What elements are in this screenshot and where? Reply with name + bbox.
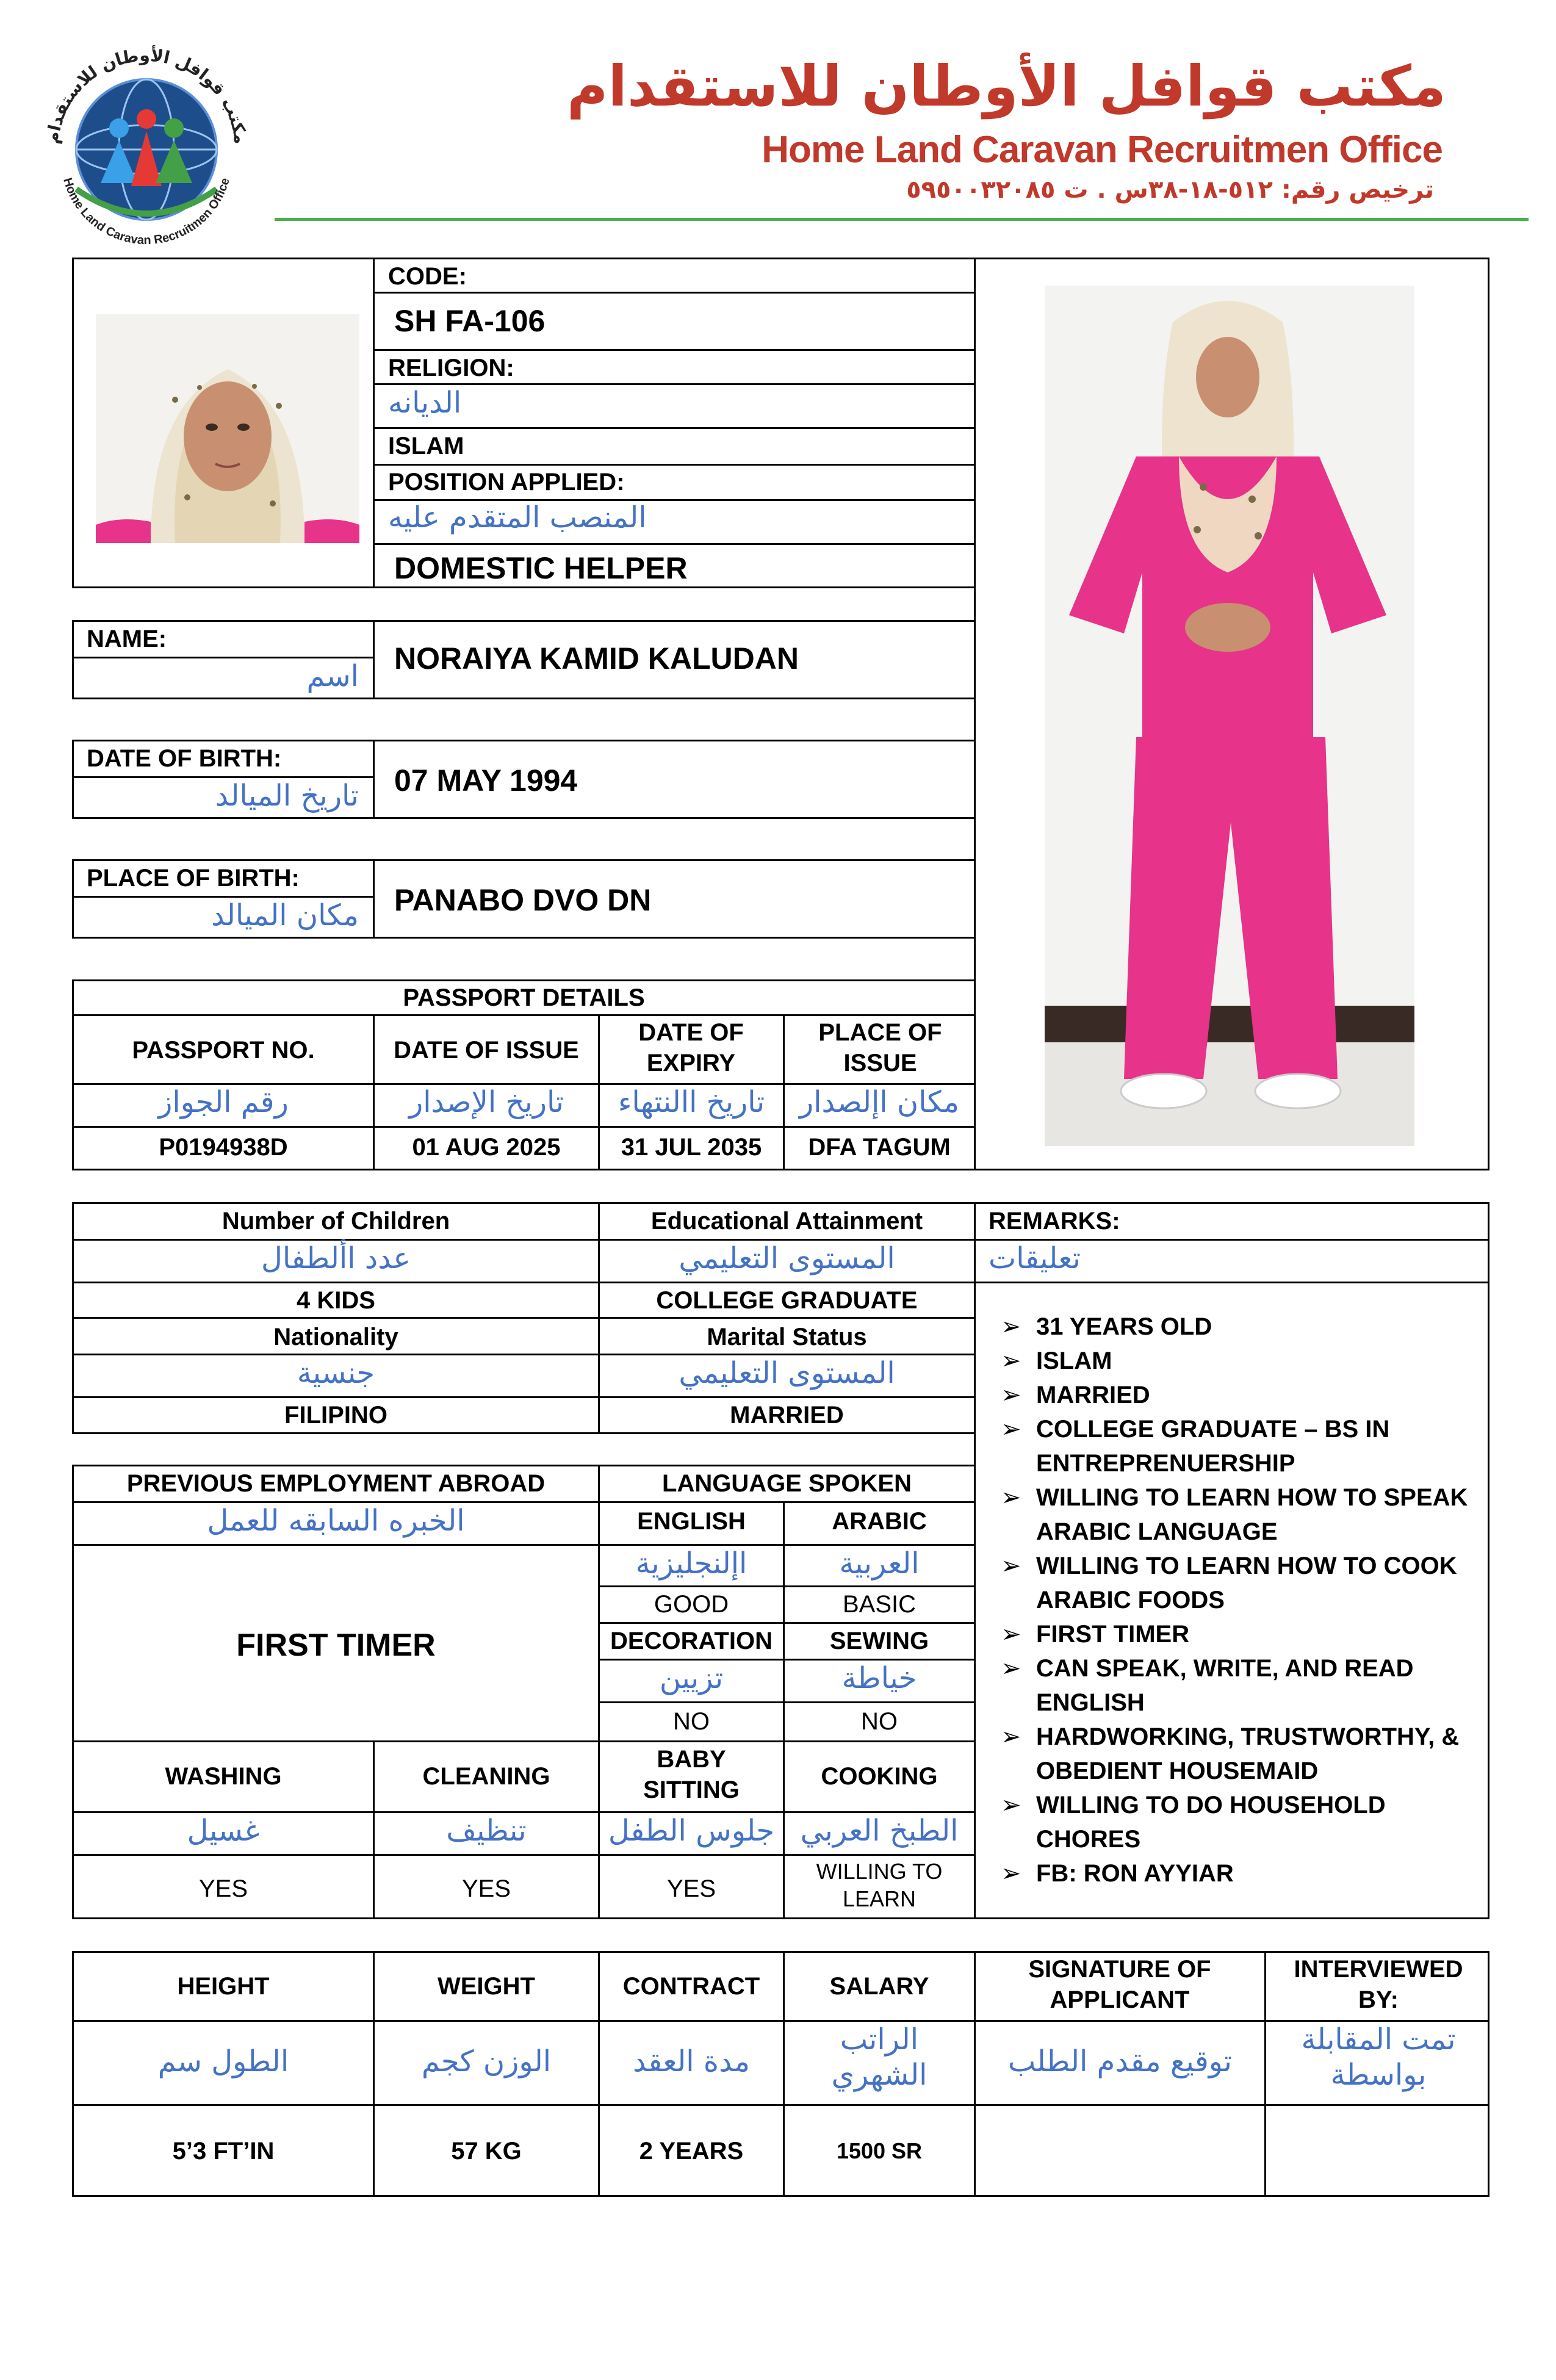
remarks-item: ➢ COLLEGE GRADUATE – BS IN ENTREPRENUERSHIP [1001, 1412, 1483, 1480]
contract-arabic: مدة العقد [633, 2044, 750, 2079]
name-value: NORAIYA KAMID KALUDAN [394, 641, 799, 676]
remarks-list [1001, 1310, 1483, 1891]
remarks-item: ➢ WILLING TO DO HOUSEHOLD CHORES [1001, 1788, 1483, 1856]
company-logo [34, 37, 259, 262]
remarks-item: ➢ HARDWORKING, TRUSTWORTHY, & OBEDIENT HOUSEMAID [1001, 1720, 1483, 1788]
height-header: HEIGHT [177, 1973, 270, 2000]
interviewed-by-header: INTERVIEWED BY: [1294, 1956, 1463, 2013]
salary-value: 1500 SR [836, 2138, 923, 2163]
prev-employment-value: FIRST TIMER [236, 1628, 436, 1663]
decoration-value: NO [673, 1708, 710, 1735]
name-arabic: اسم [306, 659, 359, 693]
position-label: POSITION APPLIED: [388, 469, 625, 496]
dob-arabic: تاريخ الميالد [215, 779, 359, 813]
name-label: NAME: [87, 626, 167, 652]
position-arabic: المنصب المتقدم عليه [388, 500, 647, 535]
marital-arabic: المستوى التعليمي [679, 1356, 895, 1390]
cooking-arabic: الطبخ العربي [800, 1814, 959, 1848]
date-of-issue-header: DATE OF ISSUE [394, 1037, 579, 1064]
date-of-issue-arabic: تاريخ الإصدار [409, 1085, 564, 1119]
code-label: CODE: [388, 263, 467, 290]
cooking-header: COOKING [821, 1763, 938, 1790]
weight-arabic: الوزن كجم [421, 2044, 552, 2079]
weight-value: 57 KG [451, 2138, 522, 2165]
religion-value: ISLAM [388, 433, 464, 460]
place-of-issue-header: PLACE OF ISSUE [818, 1019, 942, 1076]
religion-arabic: الديانه [388, 386, 462, 420]
education-value: COLLEGE GRADUATE [656, 1287, 918, 1314]
baby-sitting-arabic: جلوس الطفل [608, 1814, 775, 1848]
remarks-item: ➢ ISLAM [1001, 1344, 1483, 1378]
decoration-arabic: تزيين [659, 1661, 724, 1695]
dob-label: DATE OF BIRTH: [87, 745, 282, 772]
contract-value: 2 YEARS [639, 2138, 744, 2165]
cleaning-value: YES [461, 1875, 511, 1902]
letterhead [0, 0, 1556, 262]
remarks-item: ➢ WILLING TO LEARN HOW TO SPEAK ARABIC LANGUAGE [1001, 1480, 1483, 1549]
remarks-item: ➢ FB: RON AYYIAR [1001, 1856, 1483, 1891]
nationality-label: Nationality [273, 1324, 398, 1350]
height-arabic: الطول سم [157, 2044, 289, 2079]
sewing-label: SEWING [829, 1628, 929, 1654]
marital-value: MARRIED [730, 1402, 844, 1429]
passport-no-value: P0194938D [159, 1134, 288, 1161]
header-rule [275, 218, 1529, 221]
code-value: SH FA-106 [394, 304, 546, 338]
education-arabic: المستوى التعليمي [679, 1241, 895, 1275]
passport-no-header: PASSPORT NO. [132, 1037, 315, 1064]
remarks-item: ➢ 31 YEARS OLD [1001, 1310, 1483, 1344]
english-value: GOOD [654, 1591, 729, 1618]
place-of-issue-value: DFA TAGUM [808, 1134, 951, 1161]
contract-header: CONTRACT [622, 1973, 760, 2000]
religion-label: RELIGION: [388, 355, 514, 381]
pob-arabic: مكان الميالد [211, 898, 359, 932]
applicant-full-body-photo [1045, 286, 1414, 1146]
date-of-expiry-value: 31 JUL 2035 [621, 1134, 762, 1161]
header-title-arabic: مكتب قوافل الأوطان للاستقدام [566, 54, 1446, 119]
salary-header: SALARY [829, 1973, 929, 2000]
cooking-value: WILLING TO LEARN [816, 1859, 943, 1911]
applicant-headshot-photo [96, 314, 359, 543]
english-arabic: اإلنجليزية [635, 1546, 747, 1581]
sewing-arabic: خياطة [841, 1661, 917, 1695]
passport-no-arabic: رقم الجواز [158, 1085, 289, 1119]
remarks-arabic: تعليقات [989, 1241, 1081, 1275]
washing-header: WASHING [165, 1763, 282, 1790]
nationality-value: FILIPINO [284, 1402, 387, 1429]
education-label: Educational Attainment [650, 1208, 923, 1235]
decoration-label: DECORATION [610, 1628, 773, 1654]
date-of-expiry-arabic: تاريخ االنتهاء [618, 1085, 765, 1119]
signature-arabic: توقيع مقدم الطلب [1008, 2044, 1232, 2079]
weight-header: WEIGHT [438, 1973, 535, 2000]
interviewed-by-field[interactable] [1264, 2136, 1489, 2166]
date-of-expiry-header: DATE OF EXPIRY [638, 1019, 744, 1076]
baby-sitting-header: BABY SITTING [643, 1746, 740, 1803]
cleaning-header: CLEANING [422, 1763, 550, 1790]
remarks-item: ➢ FIRST TIMER [1001, 1617, 1483, 1651]
marital-label: Marital Status [707, 1324, 867, 1350]
signature-header: SIGNATURE OF APPLICANT [1028, 1956, 1211, 2013]
cleaning-arabic: تنظيف [446, 1814, 527, 1848]
date-of-issue-value: 01 AUG 2025 [412, 1134, 561, 1161]
remarks-item: ➢ MARRIED [1001, 1378, 1483, 1412]
pob-label: PLACE OF BIRTH: [87, 865, 300, 892]
prev-employment-arabic: الخبره السابقه للعمل [207, 1504, 465, 1538]
remarks-item: ➢ WILLING TO LEARN HOW TO COOK ARABIC FOODS [1001, 1549, 1483, 1617]
baby-sitting-value: YES [666, 1875, 716, 1902]
sewing-value: NO [861, 1708, 898, 1735]
interviewed-by-arabic: تمت المقابلة بواسطة [1301, 2022, 1456, 2092]
signature-field[interactable] [974, 2136, 1266, 2166]
height-value: 5’3 FT’IN [172, 2138, 275, 2165]
remarks-item: ➢ CAN SPEAK, WRITE, AND READ ENGLISH [1001, 1651, 1483, 1720]
english-label: ENGLISH [637, 1508, 746, 1535]
dob-value: 07 MAY 1994 [394, 763, 578, 798]
remarks-label: REMARKS: [989, 1208, 1120, 1235]
arabic-label: ARABIC [832, 1508, 927, 1535]
logo-ring-english: Home Land Caravan Recruitmen Office [60, 176, 232, 248]
nationality-arabic: جنسية [297, 1356, 375, 1390]
arabic-value: BASIC [842, 1591, 917, 1618]
place-of-issue-arabic: مكان اإلصدار [799, 1085, 959, 1119]
position-value: DOMESTIC HELPER [394, 551, 688, 585]
children-arabic: عدد األطفال [261, 1241, 411, 1275]
passport-title: PASSPORT DETAILS [403, 984, 645, 1011]
language-spoken-label: LANGUAGE SPOKEN [662, 1470, 912, 1497]
salary-arabic: الراتب الشهري [831, 2022, 927, 2092]
children-value: 4 KIDS [297, 1287, 375, 1314]
washing-arabic: غسيل [187, 1814, 260, 1848]
pob-value: PANABO DVO DN [394, 883, 652, 917]
prev-employment-label: PREVIOUS EMPLOYMENT ABROAD [126, 1470, 546, 1497]
logo-ring-arabic: مكتب قوافل الأوطان للاستقدام [42, 45, 251, 145]
arabic-arabic: العربية [839, 1546, 920, 1581]
children-label: Number of Children [222, 1208, 450, 1235]
header-license: ترخيص رقم: ٥١٢-١٨-٣٨س . ت ٥٩٥٠٠٣٢٠٨٥ [906, 176, 1434, 204]
washing-value: YES [198, 1875, 248, 1902]
header-title-english: Home Land Caravan Recruitmen Office [762, 129, 1443, 171]
